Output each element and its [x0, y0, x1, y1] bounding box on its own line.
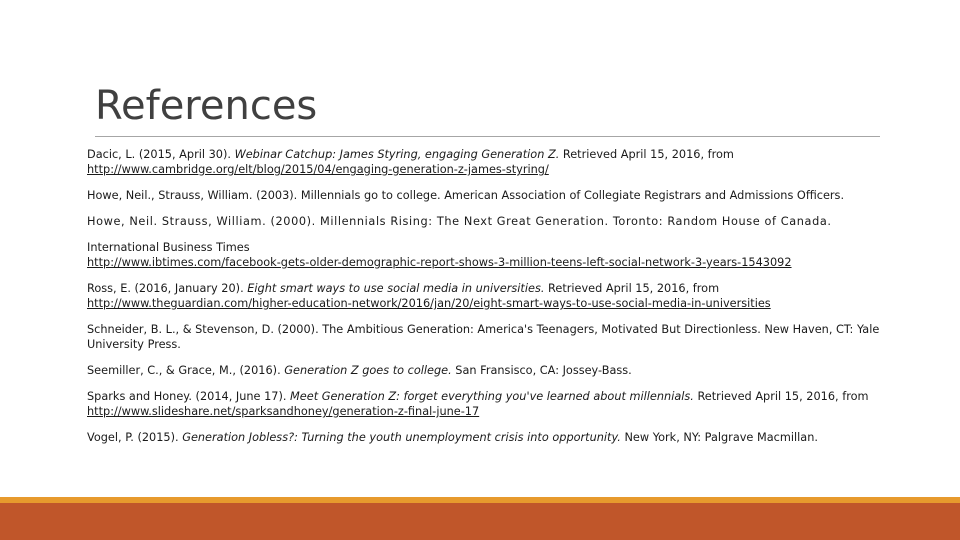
reference-text: Sparks and Honey. (2014, June 17).: [87, 390, 291, 403]
reference-text: Schneider, B. L., & Stevenson, D. (2000). The Ambitious Generation: America's Teenagers, Motivated But Directionless. New Haven, CT: Yale University Press.: [87, 323, 880, 351]
reference-text: Howe, Neil., Strauss, William. (2003). Millennials go to college. American Association of Collegiate Registrars and Admissions Officers.: [87, 189, 845, 202]
reference-item-vogel: [87, 430, 887, 445]
reference-item-ibtimes: [87, 240, 887, 270]
reference-title: Generation Z goes to college.: [284, 364, 452, 377]
reference-title: Webinar Catchup: James Styring, engaging Generation Z.: [234, 148, 560, 161]
reference-item-dacic: [87, 147, 887, 177]
reference-link[interactable]: http://www.ibtimes.com/facebook-gets-older-demographic-report-shows-3-million-teens-left-social-network-3-years-1543092: [87, 256, 792, 269]
reference-title: Eight smart ways to use social media in universities.: [247, 282, 545, 295]
reference-text: Retrieved April 15, 2016, from: [693, 390, 869, 403]
reference-item-sparks-honey: [87, 389, 887, 419]
reference-item-howe-2003: [87, 188, 887, 203]
page-title: References: [95, 83, 318, 129]
reference-text: Ross, E. (2016, January 20).: [87, 282, 248, 295]
reference-text: Seemiller, C., & Grace, M., (2016).: [87, 364, 285, 377]
reference-text: International Business Times: [87, 241, 250, 254]
reference-text: Dacic, L. (2015, April 30).: [87, 148, 235, 161]
reference-text: New York, NY: Palgrave Macmillan.: [620, 431, 818, 444]
reference-title: Generation Jobless?: Turning the youth unemployment crisis into opportunity.: [182, 431, 621, 444]
reference-text: San Fransisco, CA: Jossey-Bass.: [451, 364, 632, 377]
reference-item-seemiller: [87, 363, 887, 378]
reference-link[interactable]: http://www.cambridge.org/elt/blog/2015/04/engaging-generation-z-james-styring/: [87, 163, 549, 176]
reference-item-howe-2000: [87, 214, 887, 229]
reference-title: Meet Generation Z: forget everything you've learned about millennials.: [290, 390, 694, 403]
footer-bar: [0, 503, 960, 540]
reference-link[interactable]: http://www.slideshare.net/sparksandhoney/generation-z-final-june-17: [87, 405, 480, 418]
reference-item-schneider: [87, 322, 887, 352]
title-divider: [95, 136, 880, 137]
reference-link[interactable]: http://www.theguardian.com/higher-education-network/2016/jan/20/eight-smart-ways-to-use-social-media-in-universities: [87, 297, 771, 310]
reference-text: Vogel, P. (2015).: [87, 431, 183, 444]
reference-item-ross: [87, 281, 887, 311]
reference-text: Howe, Neil. Strauss, William. (2000). Millennials Rising: The Next Great Generation. Toronto: Random House of Canada.: [87, 215, 832, 228]
reference-text: Retrieved April 15, 2016, from: [559, 148, 734, 161]
reference-text: Retrieved April 15, 2016, from: [544, 282, 720, 295]
reference-list: [87, 147, 887, 456]
